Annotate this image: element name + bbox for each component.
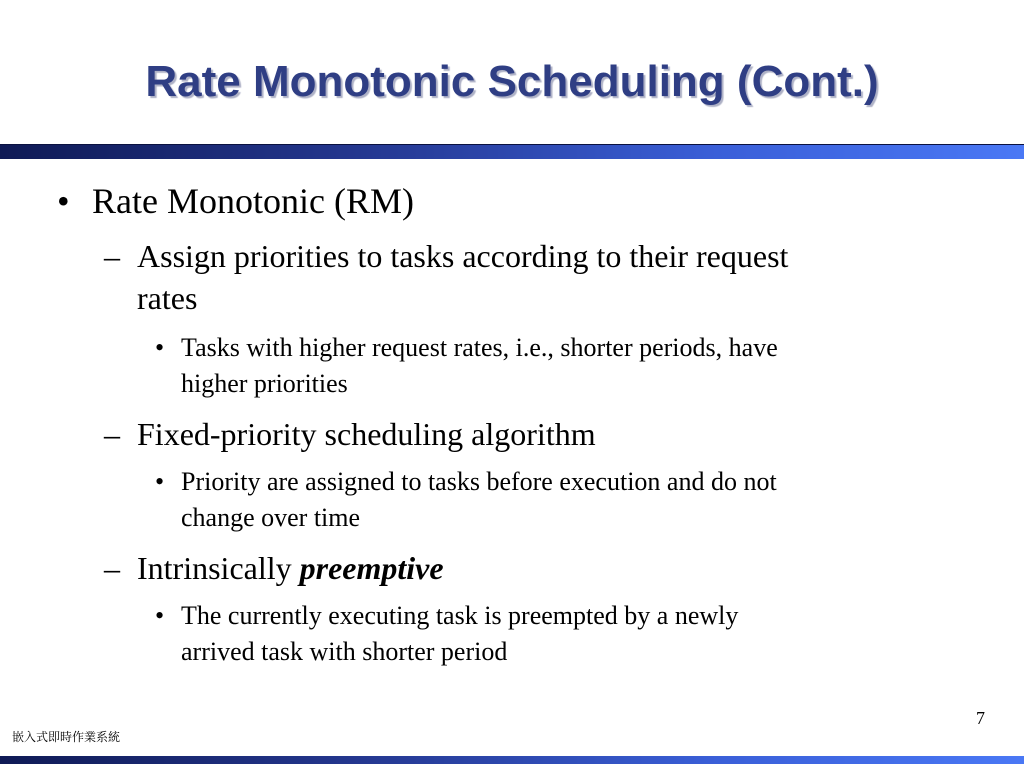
detail-higher-rates-line1: Tasks with higher request rates, i.e., shorter periods, have (181, 333, 778, 362)
intrinsically-text: Intrinsically (137, 550, 300, 586)
small-bullet-marker: • (155, 333, 165, 362)
dash-marker: – (104, 550, 120, 586)
preemptive-emphasis: preemptive (299, 550, 444, 586)
small-bullet-marker: • (155, 467, 165, 496)
detail-currently-executing-line1: The currently executing task is preempted by a newly (181, 601, 739, 630)
subitem-intrinsically-preemptive (137, 548, 444, 588)
dash-marker: – (104, 416, 120, 452)
detail-priority-assigned-line2: change over time (181, 503, 361, 532)
detail-higher-rates-line2: higher priorities (181, 369, 348, 398)
page-number: 7 (976, 708, 985, 728)
footer-course-name: 嵌入式即時作業系統 (12, 730, 121, 744)
subitem-assign-priorities-line2: rates (137, 280, 198, 316)
subitem-fixed-priority: Fixed-priority scheduling algorithm (137, 416, 596, 452)
dash-marker: – (104, 238, 120, 274)
bullet-marker: • (57, 181, 70, 221)
detail-priority-assigned-line1: Priority are assigned to tasks before execution and do not (181, 467, 777, 496)
detail-currently-executing-line2: arrived task with shorter period (181, 637, 508, 666)
footer-divider-bar (0, 756, 1024, 764)
bullet-rate-monotonic: Rate Monotonic (RM) (92, 181, 414, 221)
small-bullet-marker: • (155, 601, 165, 630)
subitem-assign-priorities-line1: Assign priorities to tasks according to their request (137, 238, 789, 274)
title-divider-bar (0, 144, 1024, 159)
slide-title: Rate Monotonic Scheduling (Cont.) (145, 57, 879, 106)
